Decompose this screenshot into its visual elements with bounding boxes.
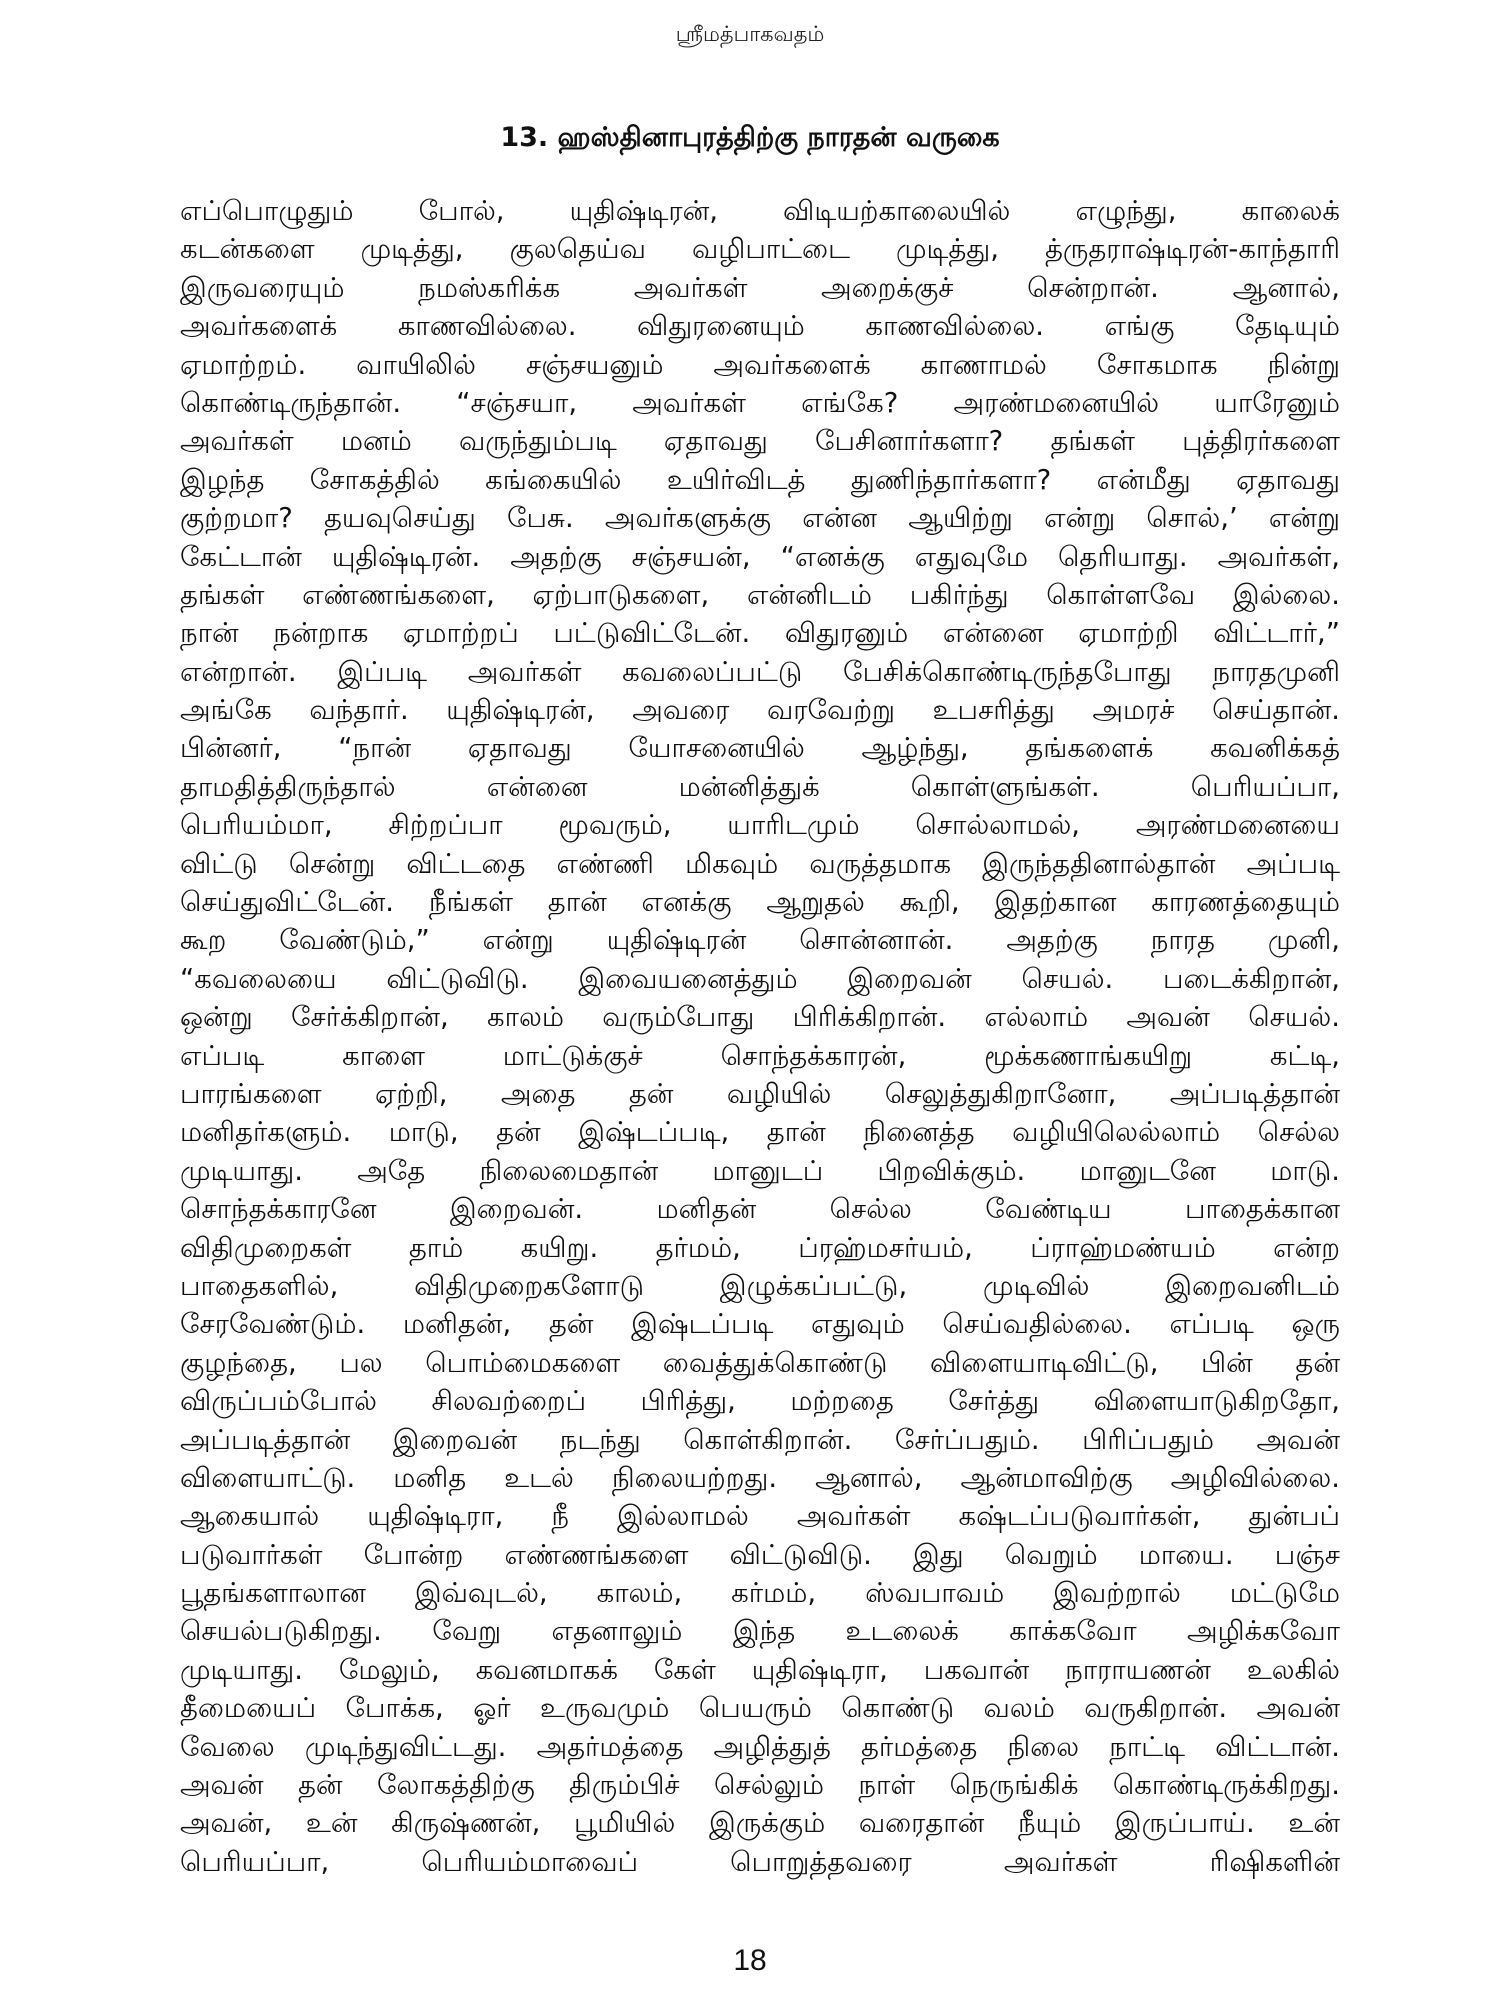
text-line: அவன், உன் கிருஷ்ணன், பூமியில் இருக்கும் வரைதான் நீயும் இருப்பாய். உன்: [180, 1807, 1340, 1840]
body-text: [180, 192, 1340, 1881]
text-line: பெரியம்மா, சிற்றப்பா மூவரும், யாரிடமும் சொல்லாமல், அரண்மனையை: [180, 809, 1340, 842]
text-line: நான் நன்றாக ஏமாற்றப் பட்டுவிட்டேன். விதுரனும் என்னை ஏமாற்றி விட்டார்,”: [180, 617, 1340, 650]
text-line: அவர்களைக் காணவில்லை. விதுரனையும் காணவில்லை. எங்கு தேடியும்: [180, 310, 1340, 343]
text-line: குழந்தை, பல பொம்மைகளை வைத்துக்கொண்டு விளையாடிவிட்டு, பின் தன்: [180, 1346, 1340, 1379]
text-line: படுவார்கள் போன்ற எண்ணங்களை விட்டுவிடு. இது வெறும் மாயை. பஞ்ச: [180, 1538, 1340, 1571]
text-line: பூதங்களாலான இவ்வுடல், காலம், கர்மம், ஸ்வபாவம் இவற்றால் மட்டுமே: [180, 1577, 1340, 1610]
text-line: விதிமுறைகள் தாம் கயிறு. தர்மம், ப்ரஹ்மசர்யம், ப்ராஹ்மண்யம் என்ற: [180, 1231, 1340, 1264]
text-line: கேட்டான் யுதிஷ்டிரன். அதற்கு சஞ்சயன், “எனக்கு எதுவுமே தெரியாது. அவர்கள்,: [180, 540, 1340, 573]
text-line: சேரவேண்டும். மனிதன், தன் இஷ்டப்படி எதுவும் செய்வதில்லை. எப்படி ஒரு: [180, 1308, 1340, 1341]
text-line: பாதைகளில், விதிமுறைகளோடு இழுக்கப்பட்டு, முடிவில் இறைவனிடம்: [180, 1269, 1340, 1302]
text-line: தாமதித்திருந்தால் என்னை மன்னித்துக் கொள்ளுங்கள். பெரியப்பா,: [180, 770, 1340, 803]
text-line: மனிதர்களும். மாடு, தன் இஷ்டப்படி, தான் நினைத்த வழியிலெல்லாம் செல்ல: [180, 1116, 1340, 1149]
text-line: எப்படி காளை மாட்டுக்குச் சொந்தக்காரன், மூக்கணாங்கயிறு கட்டி,: [180, 1039, 1340, 1072]
text-line: அவன் தன் லோகத்திற்கு திரும்பிச் செல்லும் நாள் நெருங்கிக் கொண்டிருக்கிறது.: [180, 1769, 1340, 1802]
text-line: “கவலையை விட்டுவிடு. இவையனைத்தும் இறைவன் செயல். படைக்கிறான்,: [180, 962, 1340, 995]
text-line: பாரங்களை ஏற்றி, அதை தன் வழியில் செலுத்துகிறானோ, அப்படித்தான்: [180, 1077, 1340, 1110]
text-line: குற்றமா? தயவுசெய்து பேசு. அவர்களுக்கு என்ன ஆயிற்று என்று சொல்,’ என்று: [180, 502, 1340, 535]
text-line: முடியாது. அதே நிலைமைதான் மானுடப் பிறவிக்கும். மானுடனே மாடு.: [180, 1154, 1340, 1187]
text-line: முடியாது. மேலும், கவனமாகக் கேள் யுதிஷ்டிரா, பகவான் நாராயணன் உலகில்: [180, 1653, 1340, 1686]
text-line: விட்டு சென்று விட்டதை எண்ணி மிகவும் வருத்தமாக இருந்ததினால்தான் அப்படி: [180, 847, 1340, 880]
text-line: ஒன்று சேர்க்கிறான், காலம் வரும்போது பிரிக்கிறான். எல்லாம் அவன் செயல்.: [180, 1001, 1340, 1034]
text-line: விளையாட்டு. மனித உடல் நிலையற்றது. ஆனால், ஆன்மாவிற்கு அழிவில்லை.: [180, 1461, 1340, 1494]
text-line: செயல்படுகிறது. வேறு எதனாலும் இந்த உடலைக் காக்கவோ அழிக்கவோ: [180, 1615, 1340, 1648]
text-line: கூற வேண்டும்,” என்று யுதிஷ்டிரன் சொன்னான். அதற்கு நாரத முனி,: [180, 924, 1340, 957]
text-line: வேலை முடிந்துவிட்டது. அதர்மத்தை அழித்துத் தர்மத்தை நிலை நாட்டி விட்டான்.: [180, 1730, 1340, 1763]
text-line: என்றான். இப்படி அவர்கள் கவலைப்பட்டு பேசிக்கொண்டிருந்தபோது நாரதமுனி: [180, 655, 1340, 688]
text-line: அங்கே வந்தார். யுதிஷ்டிரன், அவரை வரவேற்று உபசரித்து அமரச் செய்தான்.: [180, 694, 1340, 727]
text-line: செய்துவிட்டேன். நீங்கள் தான் எனக்கு ஆறுதல் கூறி, இதற்கான காரணத்தையும்: [180, 886, 1340, 919]
text-line: ஏமாற்றம். வாயிலில் சஞ்சயனும் அவர்களைக் காணாமல் சோகமாக நின்று: [180, 348, 1340, 381]
text-line: கொண்டிருந்தான். “சஞ்சயா, அவர்கள் எங்கே? அரண்மனையில் யாரேனும்: [180, 386, 1340, 419]
text-line: தீமையைப் போக்க, ஓர் உருவமும் பெயரும் கொண்டு வலம் வருகிறான். அவன்: [180, 1692, 1340, 1725]
text-line: இருவரையும் நமஸ்கரிக்க அவர்கள் அறைக்குச் சென்றான். ஆனால்,: [180, 271, 1340, 304]
text-line: பின்னர், “நான் ஏதாவது யோசனையில் ஆழ்ந்து, தங்களைக் கவனிக்கத்: [180, 732, 1340, 765]
text-line: அப்படித்தான் இறைவன் நடந்து கொள்கிறான். சேர்ப்பதும். பிரிப்பதும் அவன்: [180, 1423, 1340, 1456]
text-line: எப்பொழுதும் போல், யுதிஷ்டிரன், விடியற்காலையில் எழுந்து, காலைக்: [180, 195, 1340, 227]
text-line: தங்கள் எண்ணங்களை, ஏற்பாடுகளை, என்னிடம் பகிர்ந்து கொள்ளவே இல்லை.: [180, 578, 1340, 611]
text-line: சொந்தக்காரனே இறைவன். மனிதன் செல்ல வேண்டிய பாதைக்கான: [180, 1193, 1340, 1226]
text-line: அவர்கள் மனம் வருந்தும்படி ஏதாவது பேசினார்களா? தங்கள் புத்திரர்களை: [180, 425, 1340, 458]
text-line: இழந்த சோகத்தில் கங்கையில் உயிர்விடத் துணிந்தார்களா? என்மீது ஏதாவது: [180, 463, 1340, 496]
running-header: ஸ்ரீமத்பாகவதம்: [675, 22, 825, 46]
text-line: பெரியப்பா, பெரியம்மாவைப் பொறுத்தவரை அவர்கள் ரிஷிகளின்: [180, 1845, 1340, 1878]
chapter-title: 13. ஹஸ்தினாபுரத்திற்கு நாரதன் வருகை: [500, 122, 1000, 153]
page-number: 18: [733, 1944, 767, 1977]
text-line: விருப்பம்போல் சிலவற்றைப் பிரித்து, மற்றதை சேர்த்து விளையாடுகிறதோ,: [180, 1385, 1340, 1418]
text-line: ஆகையால் யுதிஷ்டிரா, நீ இல்லாமல் அவர்கள் கஷ்டப்படுவார்கள், துன்பப்: [180, 1500, 1340, 1533]
text-line: கடன்களை முடித்து, குலதெய்வ வழிபாட்டை முடித்து, த்ருதராஷ்டிரன்-காந்தாரி: [180, 233, 1340, 266]
